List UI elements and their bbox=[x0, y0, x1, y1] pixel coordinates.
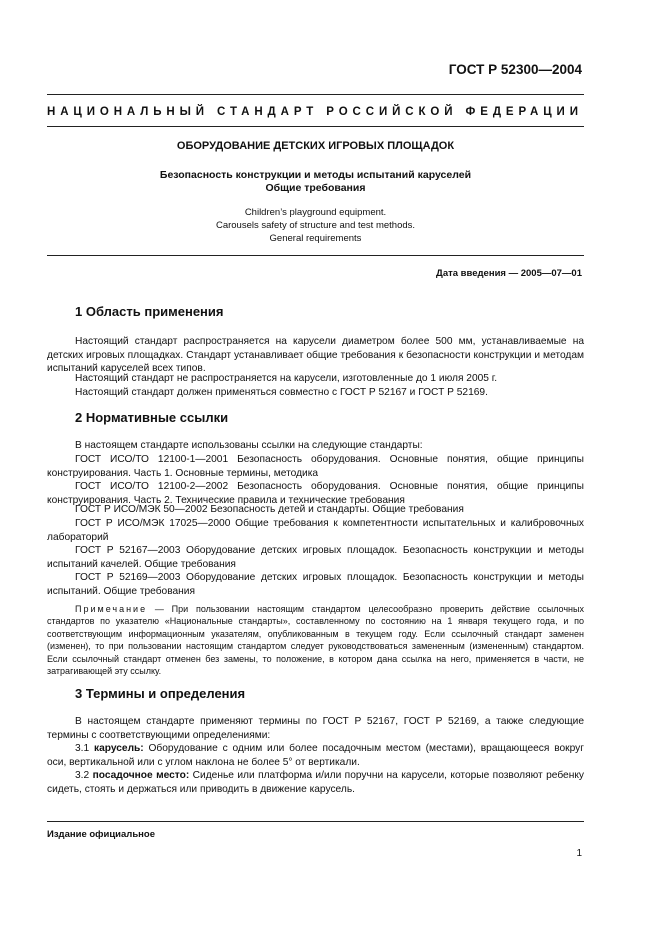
definition-term: карусель: bbox=[93, 743, 144, 754]
reference-item: ГОСТ Р ИСО/МЭК 17025—2000 Общие требования к компетентности испытательных и калибровочных лабораторий bbox=[47, 518, 584, 543]
national-standard-banner: НАЦИОНАЛЬНЫЙ СТАНДАРТ РОССИЙСКОЙ ФЕДЕРАЦИИ bbox=[47, 106, 583, 118]
title-rule bbox=[47, 255, 584, 256]
english-title-line-3: General requirements bbox=[269, 233, 362, 244]
definition-text: Сиденье или платформа и/или поручни на карусели, которые позволяют ребенку сидеть, стоять и держаться или приводить в движение карусель. bbox=[47, 770, 585, 795]
page-number: 1 bbox=[576, 848, 582, 859]
section-1-paragraph-3: Настоящий стандарт должен применяться совместно с ГОСТ Р 52167 и ГОСТ Р 52169. bbox=[75, 387, 488, 398]
english-title-line-1: Children’s playground equipment. bbox=[244, 207, 387, 218]
reference-item: ГОСТ Р 52169—2003 Оборудование детских игровых площадок. Безопасность конструкции и методы испытаний. Общие требования bbox=[47, 572, 584, 597]
reference-item: ГОСТ ИСО/ТО 12100-2—2002 Безопасность оборудования. Основные понятия, общие принципы конструирования. Часть 2. Технические правила и технические требования bbox=[47, 481, 584, 506]
english-title-line-2: Carousels safety of structure and test methods. bbox=[215, 220, 416, 231]
definition-3-1 bbox=[47, 742, 584, 769]
section-1-paragraph-2: Настоящий стандарт не распространяется на карусели, изготовленные до 1 июля 2005 г. bbox=[75, 373, 498, 384]
section-1-heading: 1 Область применения bbox=[75, 304, 224, 319]
reference-item: ГОСТ Р 52167—2003 Оборудование детских игровых площадок. Безопасность конструкции и методы испытаний качелей. Общие требования bbox=[47, 545, 584, 570]
definition-3-2 bbox=[47, 769, 584, 796]
definition-text: Оборудование с одним или более посадочным местом (местами), вращающееся вокруг оси, вертикальной или с углом наклона не более 5° от вертикали. bbox=[47, 743, 584, 768]
subtitle-line-2: Общие требования bbox=[265, 182, 366, 194]
definition-number: 3.1 bbox=[75, 743, 94, 754]
note-label: Примечание bbox=[75, 604, 148, 614]
section-3-heading: 3 Термины и определения bbox=[75, 686, 246, 701]
introduction-date: Дата введения — 2005—07—01 bbox=[436, 268, 582, 279]
note-text: — При пользовании настоящим стандартом целесообразно проверить действие ссылочных стандартов по указателю «Национальные стандарты», составленному по состоянию на 1 января текущего года, и по соответствующим информационным указателям, опубликованным в текущем году. Если ссылочный стандарт заменен (изменен), то при пользовании настоящим стандартом следует руководствоваться замененным (измененным) стандартом. Если ссылочный стандарт отменен без замены, то положение, в котором дана ссылка на него, применяется в части, не затрагивающей эту ссылку. bbox=[47, 604, 584, 677]
note-paragraph bbox=[47, 603, 584, 677]
reference-item: ГОСТ ИСО/ТО 12100-1—2001 Безопасность оборудования. Основные понятия, общие принципы конструирования. Часть 1. Основные термины, методика bbox=[47, 454, 584, 479]
section-2-intro: В настоящем стандарте использованы ссылки на следующие стандарты: bbox=[75, 440, 423, 451]
header-rule-bottom bbox=[47, 126, 584, 127]
official-edition-label: Издание официальное bbox=[47, 829, 155, 840]
definition-number: 3.2 bbox=[75, 770, 93, 781]
subtitle-line-1: Безопасность конструкции и методы испытаний каруселей bbox=[159, 169, 472, 181]
header-rule-top bbox=[47, 94, 584, 95]
document-title: ОБОРУДОВАНИЕ ДЕТСКИХ ИГРОВЫХ ПЛОЩАДОК bbox=[176, 140, 455, 152]
definition-term: посадочное место: bbox=[92, 770, 190, 781]
section-3-intro: В настоящем стандарте применяют термины по ГОСТ Р 52167, ГОСТ Р 52169, а также следующие термины с соответствующими определениями: bbox=[47, 716, 584, 741]
english-title bbox=[47, 206, 584, 245]
section-1-paragraph-1: Настоящий стандарт распространяется на карусели диаметром более 500 мм, устанавливаемые на детских игровых площадках. Стандарт устанавливает общие требования к безопасности конструкции и методам испытаний каруселей всех типов. bbox=[47, 336, 584, 375]
document-code: ГОСТ Р 52300—2004 bbox=[448, 62, 582, 77]
reference-item: ГОСТ Р ИСО/МЭК 50—2002 Безопасность детей и стандарты. Общие требования bbox=[75, 504, 464, 515]
footer-rule bbox=[47, 821, 584, 822]
document-subtitle bbox=[47, 169, 584, 195]
section-2-heading: 2 Нормативные ссылки bbox=[75, 410, 229, 425]
